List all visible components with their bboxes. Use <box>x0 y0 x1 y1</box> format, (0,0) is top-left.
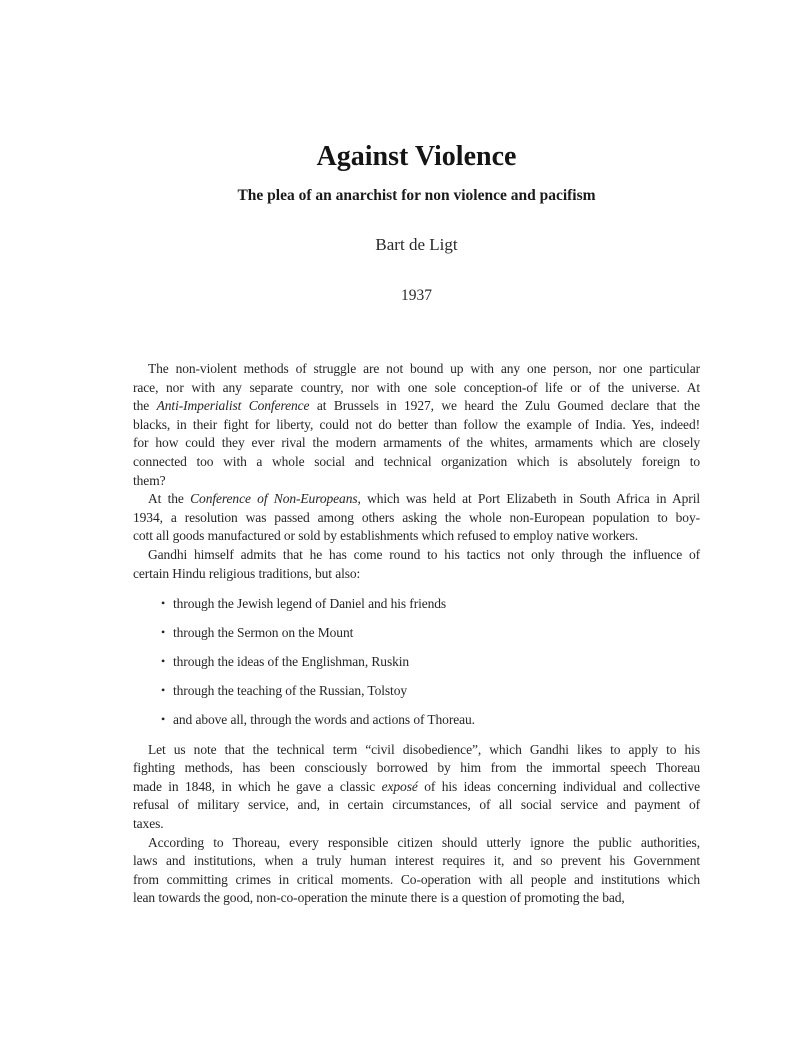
text-line: fighting methods, has been consciously borrowed by him from the immortal speech Thoreau <box>133 760 700 776</box>
text-line: from committing crimes in critical moments. Co-operation with all people and institutions which <box>133 871 700 887</box>
page-title: Against Violence <box>316 141 517 172</box>
bullet-list <box>133 595 700 730</box>
bullet-icon: • <box>161 683 166 698</box>
text-line: The non-violent methods of struggle are not bound up with any one person, nor one particular <box>148 361 700 376</box>
paragraph <box>133 741 700 834</box>
bullet-icon: • <box>161 654 166 669</box>
list-item <box>133 653 700 672</box>
text-column <box>133 0 700 908</box>
list-item-text: through the Sermon on the Mount <box>173 625 354 641</box>
paragraph <box>133 546 700 583</box>
text-line: cott all goods manufactured or sold by establishments which refused to employ native workers. <box>133 528 639 544</box>
list-item-text: and above all, through the words and actions of Thoreau. <box>173 712 475 728</box>
text-line: them? <box>133 472 166 488</box>
list-item <box>133 624 700 643</box>
paragraph <box>133 490 700 546</box>
text-line: 1934, a resolution was passed among others asking the whole non-European population to boy- <box>133 509 700 525</box>
text-line: blacks, in their fight for liberty, could not do better than follow the example of India. Yes, indeed! <box>133 416 700 432</box>
text-line: connected too with a whole social and technical organization which is absolutely foreign to <box>133 453 700 469</box>
paragraph <box>133 834 700 908</box>
list-item-text: through the teaching of the Russian, Tolstoy <box>173 683 407 699</box>
list-item <box>133 595 700 614</box>
list-item-text: through the ideas of the Englishman, Ruskin <box>173 654 410 670</box>
text-line: race, nor with any separate country, nor with one sole conception-of life or of the universe. At <box>133 379 700 395</box>
text-line: taxes. <box>133 816 164 832</box>
text-line: At the Conference of Non-Europeans, which was held at Port Elizabeth in South Africa in April <box>148 491 701 507</box>
text-line: Gandhi himself admits that he has come round to his tactics not only through the influence of <box>148 546 700 562</box>
list-item <box>133 682 700 701</box>
text-line: Let us note that the technical term “civil disobedience”, which Gandhi likes to apply to his <box>148 741 700 757</box>
body-text <box>133 360 700 908</box>
bullet-icon: • <box>161 596 166 611</box>
publication-year: 1937 <box>401 287 432 304</box>
text-line: laws and institutions, when a truly human interest requires it, and so prevent his Government <box>133 853 700 869</box>
list-item-text: through the Jewish legend of Daniel and his friends <box>173 596 447 612</box>
bullet-icon: • <box>161 712 166 727</box>
text-line: lean towards the good, non-co-operation the minute there is a question of promoting the bad, <box>133 890 625 906</box>
text-line: for how could they ever rival the modern armaments of the whites, armaments which are closely <box>133 435 700 451</box>
page-subtitle: The plea of an anarchist for non violence and pacifism <box>237 187 596 204</box>
paragraph <box>133 360 700 490</box>
text-line: refusal of military service, and, in certain circumstances, of all social service and payment of <box>133 797 700 813</box>
text-line: According to Thoreau, every responsible citizen should utterly ignore the public authorities, <box>148 834 700 850</box>
text-line: certain Hindu religious traditions, but also: <box>133 565 361 581</box>
list-item <box>133 711 700 730</box>
text-line: the Anti-Imperialist Conference at Brussels in 1927, we heard the Zulu Goumed declare that the <box>133 398 700 414</box>
bullet-icon: • <box>161 625 166 640</box>
author-name: Bart de Ligt <box>375 235 458 254</box>
text-line: made in 1848, in which he gave a classic exposé of his ideas concerning individual and collective <box>133 778 700 794</box>
